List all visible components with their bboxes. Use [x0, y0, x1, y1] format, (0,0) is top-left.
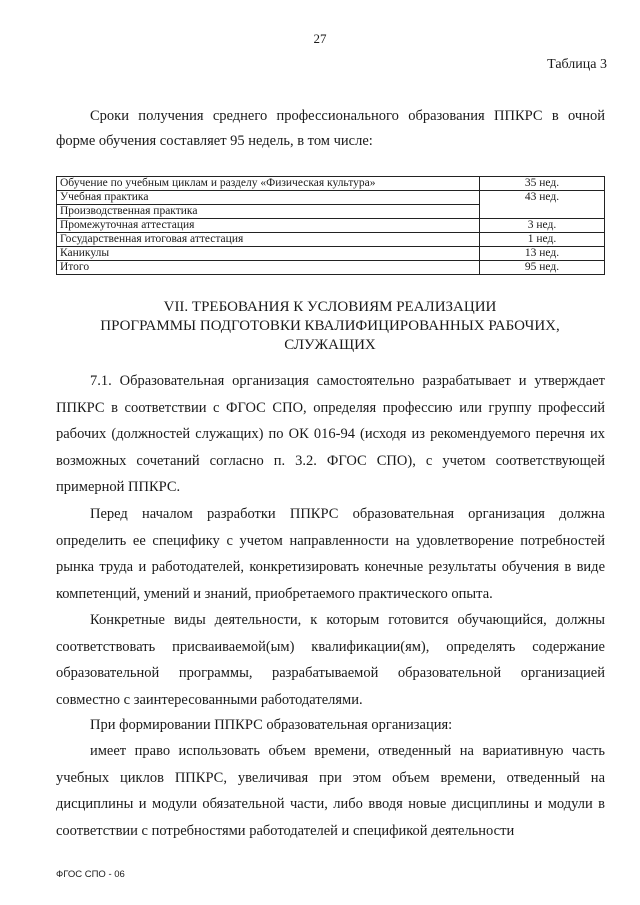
table-cell-label: Учебная практика	[57, 191, 480, 205]
intro-paragraph: Сроки получения среднего профессионального образования ППКРС в очной форме обучения составляет 95 недель, в том числе:	[56, 108, 605, 149]
table-cell-label: Промежуточная аттестация	[57, 219, 480, 233]
table-cell-value: 1 нед.	[480, 233, 605, 247]
footer-code: ФГОС СПО - 06	[56, 869, 125, 880]
table-cell-value: 3 нед.	[480, 219, 605, 233]
table-row	[57, 219, 605, 233]
paragraph-specifics: Перед началом разработки ППКРС образовательная организация должна определить ее специфику с учетом направленности на удовлетворение потребностей рынка труда и работодателей, конкретизировать конечные результаты обучения в виде компетенций, умений и знаний, приобретаемого практического опыта.	[56, 506, 605, 602]
table-cell-label: Производственная практика	[57, 205, 480, 219]
table-cell-value: 95 нед.	[480, 261, 605, 275]
table-row	[57, 191, 605, 205]
paragraph-variative: имеет право использовать объем времени, отведенный на вариативную часть учебных циклов ППКРС, увеличивая при этом объем времени, отведенный на дисциплины и модули обязательной части, либо вводя новые дисциплины и модули в соответствии с потребностями работодателей и спецификой деятельности	[56, 743, 605, 839]
section-heading-line: ПРОГРАММЫ ПОДГОТОВКИ КВАЛИФИЦИРОВАННЫХ РАБОЧИХ,	[100, 318, 560, 334]
table-cell-label: Государственная итоговая аттестация	[57, 233, 480, 247]
table-cell-value: 35 нед.	[480, 177, 605, 191]
table-row	[57, 261, 605, 275]
paragraph-7-1: 7.1. Образовательная организация самостоятельно разрабатывает и утверждает ППКРС в соответствии с ФГОС СПО, определяя профессию или группу профессий рабочих (должностей служащих) по ОК 016-94 (исходя из рекомендуемого перечня их возможных сочетаний согласно п. 3.2. ФГОС СПО), с учетом соответствующей примерной ППКРС.	[56, 373, 605, 495]
table-row	[57, 233, 605, 247]
paragraph-formation: При формировании ППКРС образовательная организация:	[90, 717, 453, 733]
table-cell-value: 13 нед.	[480, 247, 605, 261]
section-heading-line: VII. ТРЕБОВАНИЯ К УСЛОВИЯМ РЕАЛИЗАЦИИ	[163, 299, 497, 315]
table-caption: Таблица 3	[547, 57, 607, 72]
page-number: 27	[313, 31, 327, 46]
table-cell-label: Итого	[57, 261, 480, 275]
terms-table	[56, 176, 605, 275]
paragraph-activities: Конкретные виды деятельности, к которым готовится обучающийся, должны соответствовать присваиваемой(ым) квалификации(ям), определять содержание образовательной программы, разрабатываемой образовательной организацией совместно с заинтересованными работодателями.	[56, 612, 605, 708]
section-heading-line: СЛУЖАЩИХ	[284, 337, 376, 353]
table-cell-label: Каникулы	[57, 247, 480, 261]
table-cell-value: 43 нед.	[480, 191, 605, 219]
table-cell-label: Обучение по учебным циклам и разделу «Физическая культура»	[57, 177, 480, 191]
table-row	[57, 247, 605, 261]
table-row	[57, 177, 605, 191]
section-heading	[80, 298, 580, 355]
